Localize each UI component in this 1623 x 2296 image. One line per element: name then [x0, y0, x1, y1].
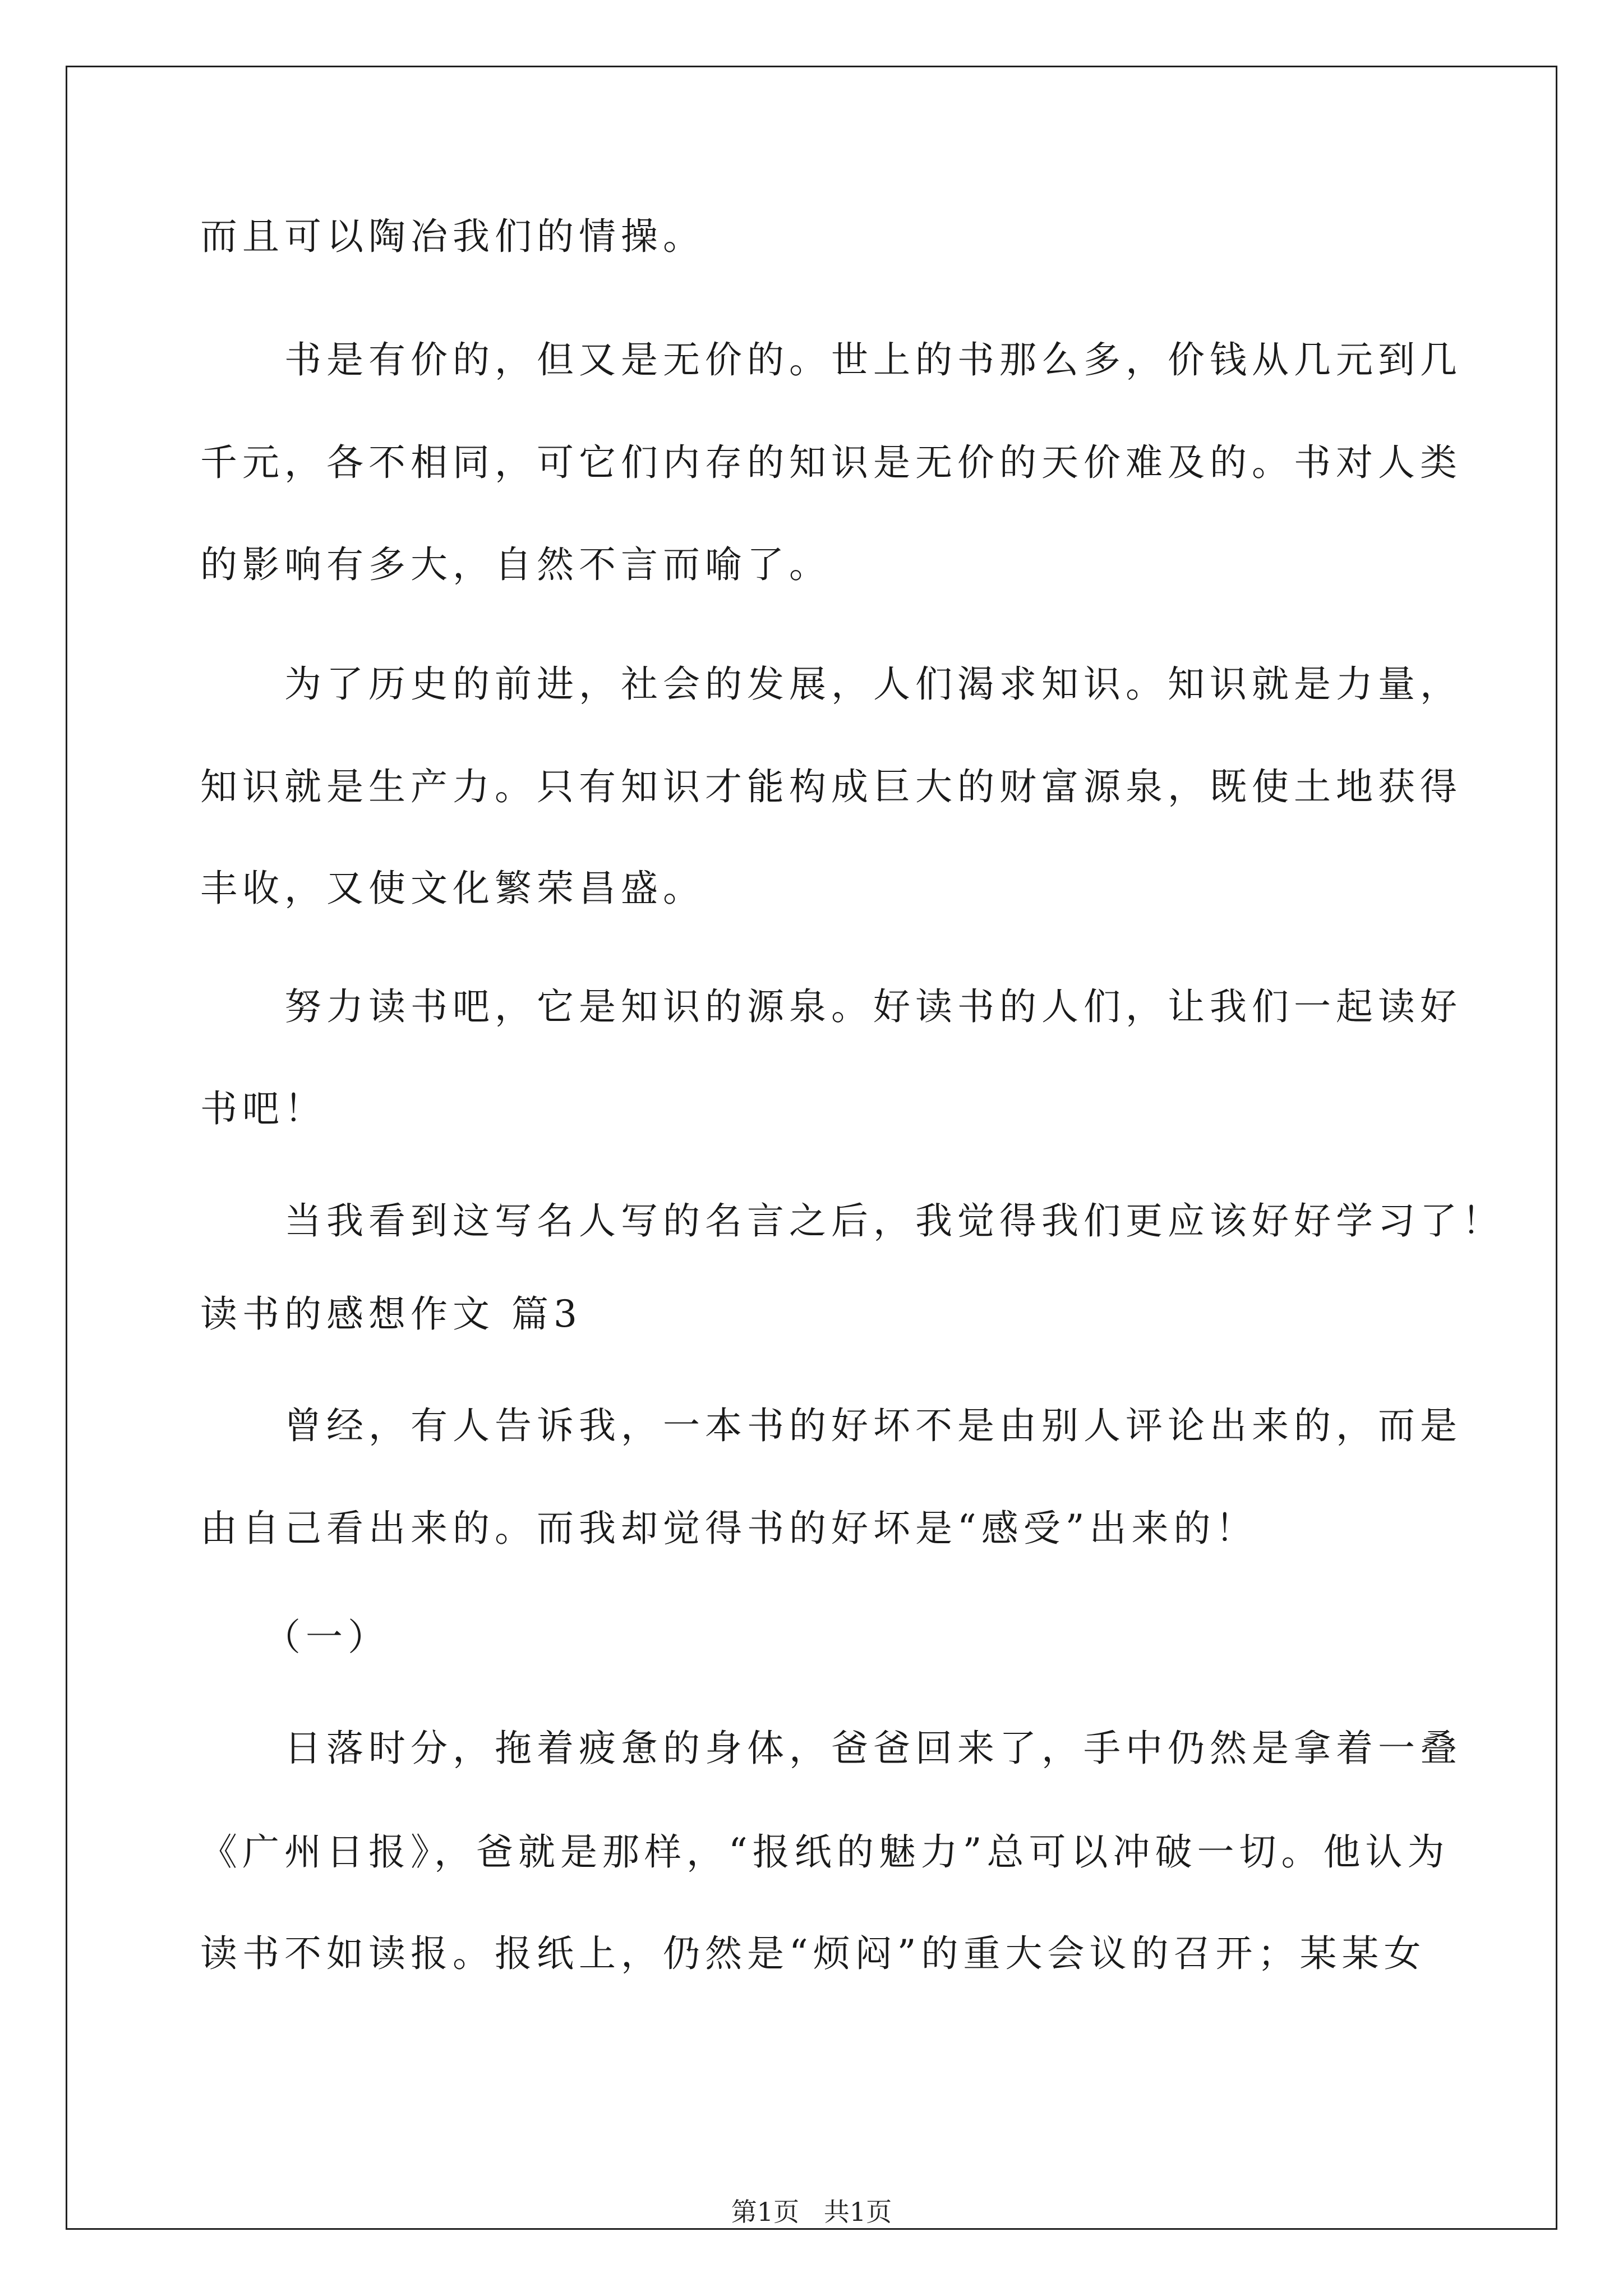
text-line: 《广州日报》，爸就是那样，“报纸的魅力”总可以冲破一切。他认为 — [200, 1830, 1450, 1874]
text-line: 曾经，有人告诉我，一本书的好坏不是由别人评论出来的，而是 — [284, 1404, 1462, 1447]
text-line: 努力读书吧，它是知识的源泉。好读书的人们，让我们一起读好 — [284, 985, 1462, 1028]
text-line: 而且可以陶冶我们的情操。 — [200, 215, 705, 258]
text-line: 书是有价的，但又是无价的。世上的书那么多，价钱从几元到几 — [284, 338, 1462, 381]
text-line: 的影响有多大，自然不言而喻了。 — [200, 543, 831, 586]
section-heading: 读书的感想作文 篇3 — [200, 1292, 582, 1336]
page-border — [66, 66, 1557, 2230]
text-line: 丰收，又使文化繁荣昌盛。 — [200, 867, 705, 910]
text-line: 当我看到这写名人写的名言之后，我觉得我们更应该好好学习了！ — [284, 1199, 1504, 1243]
text-line: 千元，各不相同，可它们内存的知识是无价的天价难及的。书对人类 — [200, 441, 1462, 484]
text-line: 日落时分，拖着疲惫的身体，爸爸回来了，手中仍然是拿着一叠 — [284, 1727, 1462, 1770]
text-line: 由自己看出来的。而我却觉得书的好坏是“感受”出来的！ — [200, 1507, 1258, 1550]
text-line: 读书不如读报。报纸上，仍然是“烦闷”的重大会议的召开；某某女 — [200, 1932, 1426, 1975]
page-number: 第1页 共1页 — [731, 2197, 892, 2227]
text-line: 书吧！ — [200, 1087, 326, 1130]
subsection-marker: （一） — [264, 1616, 390, 1659]
text-line: 知识就是生产力。只有知识才能构成巨大的财富源泉，既使土地获得 — [200, 765, 1462, 808]
text-line: 为了历史的前进，社会的发展，人们渴求知识。知识就是力量， — [284, 662, 1462, 706]
